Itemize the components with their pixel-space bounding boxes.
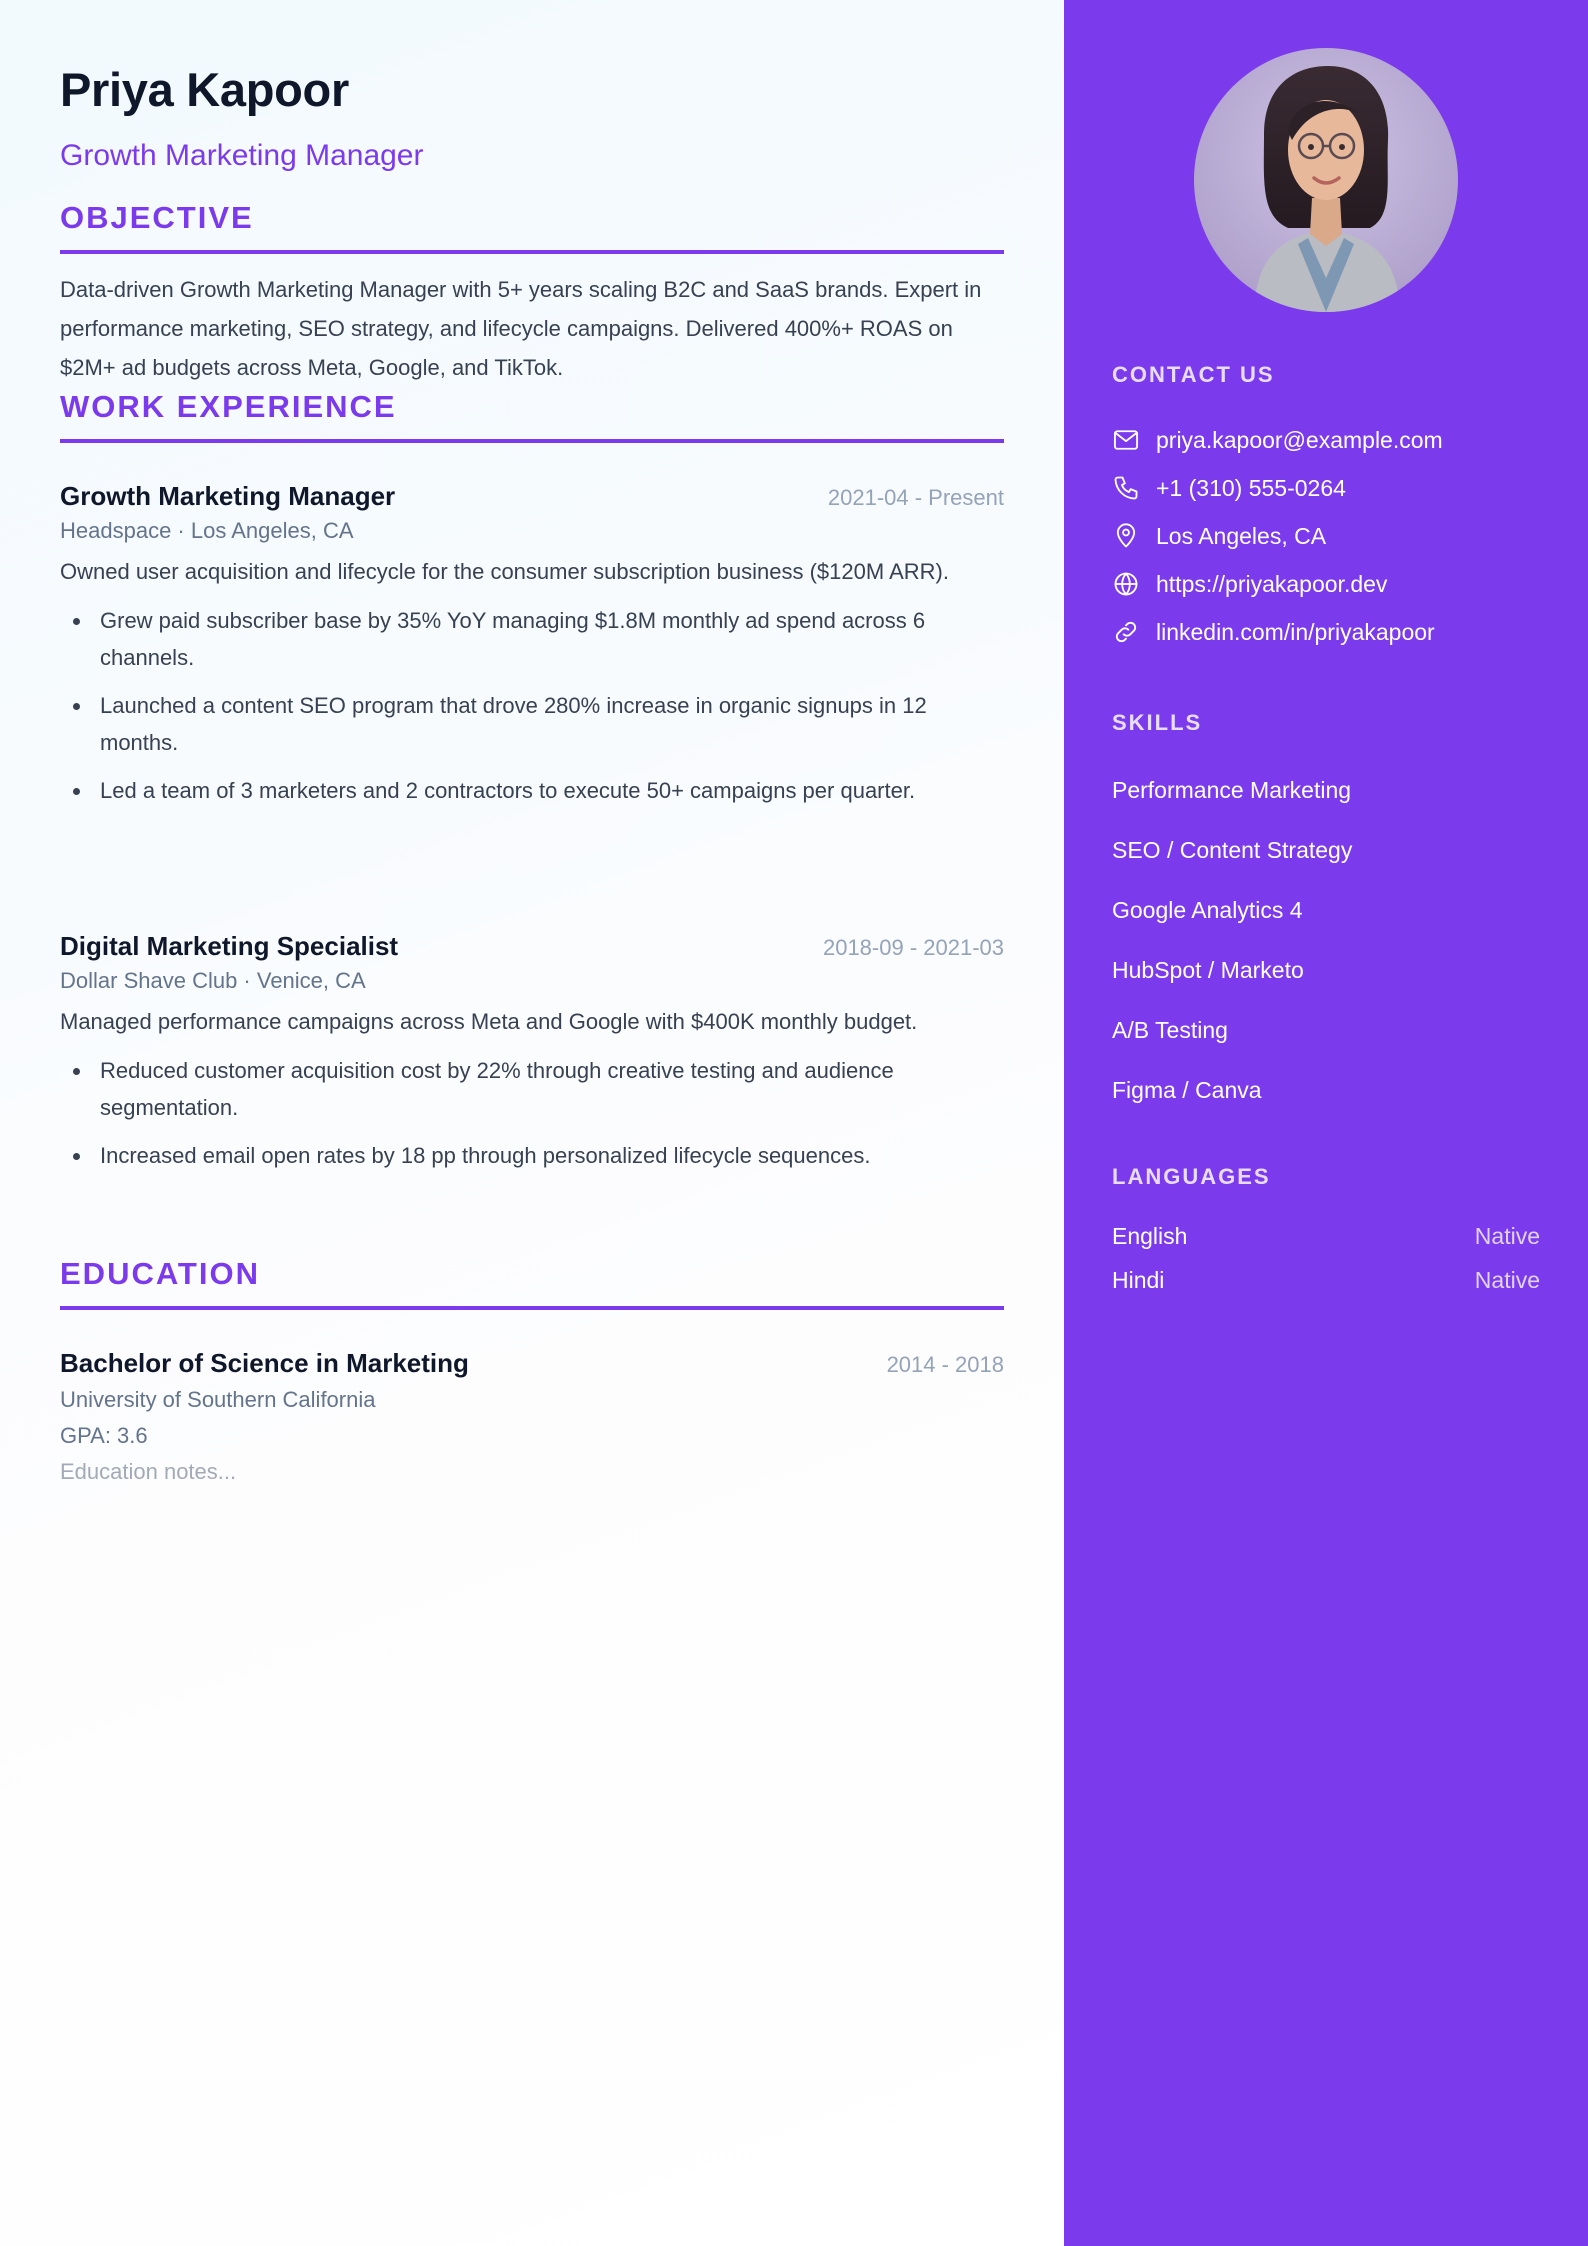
work-experience-section [60,387,1004,1174]
education-section [60,1254,1004,1490]
job-bullet: Launched a content SEO program that drove 280% increase in organic signups in 12 months. [60,687,1004,761]
job-bullet: Grew paid subscriber base by 35% YoY managing $1.8M monthly ad spend across 6 channels. [60,602,1004,676]
job-entry [60,477,1004,809]
job-description: Managed performance campaigns across Meta and Google with $400K monthly budget. [60,1009,918,1034]
education-date: 2014 - 2018 [886,1352,1004,1377]
resume-sidebar [1064,0,1588,2246]
objective-section [60,198,1004,387]
contact-website-text: https://priyakapoor.dev [1156,570,1388,597]
education-school: University of Southern California [60,1387,376,1412]
job-company: Dollar Shave Club · Venice, CA [60,968,366,993]
skill-item: Google Analytics 4 [1112,897,1303,923]
sidebar-title-contact: CONTACT US [1112,362,1275,387]
job-bullets [60,602,1004,809]
job-title: Growth Marketing Manager [60,481,396,511]
link-icon [1112,618,1140,646]
contact-linkedin-text: linkedin.com/in/priyakapoor [1156,618,1435,645]
language-level: Native [1474,1267,1540,1293]
candidate-name: Priya Kapoor [60,63,349,116]
skill-item: SEO / Content Strategy [1112,837,1353,863]
section-title-objective: OBJECTIVE [60,198,1004,254]
language-name: English [1112,1223,1188,1249]
job-company: Headspace · Los Angeles, CA [60,518,354,543]
job-date: 2018-09 - 2021-03 [822,935,1004,960]
sidebar-title-skills: SKILLS [1112,710,1203,735]
job-title: Digital Marketing Specialist [60,931,399,961]
mail-icon [1112,426,1140,454]
location-pin-icon [1112,522,1140,550]
job-bullet: Led a team of 3 marketers and 2 contractors to execute 50+ campaigns per quarter. [60,772,1004,809]
phone-icon [1112,474,1140,502]
contact-email-text: priya.kapoor@example.com [1156,426,1443,453]
language-name: Hindi [1112,1267,1165,1293]
candidate-role: Growth Marketing Manager [60,139,424,172]
education-entry [60,1344,1004,1490]
skill-item: Figma / Canva [1112,1077,1262,1103]
contact-website[interactable] [1112,560,1540,608]
education-degree: Bachelor of Science in Marketing [60,1348,469,1378]
skill-item: HubSpot / Marketo [1112,957,1304,983]
job-bullets [60,1052,1004,1174]
job-bullet: Reduced customer acquisition cost by 22% through creative testing and audience segmentation. [60,1052,1004,1126]
education-notes: Education notes... [60,1459,237,1484]
job-date: 2021-04 - Present [827,485,1004,510]
job-description: Owned user acquisition and lifecycle for the consumer subscription business ($120M ARR). [60,559,949,584]
skills-section [1112,708,1540,1120]
contact-phone-text: +1 (310) 555-0264 [1156,474,1346,501]
contact-location-text: Los Angeles, CA [1156,522,1327,549]
contact-email[interactable] [1112,416,1540,464]
contact-linkedin[interactable] [1112,608,1540,656]
contact-location [1112,512,1540,560]
job-bullet: Increased email open rates by 18 pp through personalized lifecycle sequences. [60,1137,1004,1174]
language-item [1112,1214,1540,1258]
language-level: Native [1474,1223,1540,1249]
job-entry [60,927,1004,1174]
skill-item: Performance Marketing [1112,777,1352,803]
section-title-work-experience: WORK EXPERIENCE [60,387,1004,443]
skill-item: A/B Testing [1112,1017,1228,1043]
sidebar-title-languages: LANGUAGES [1112,1164,1271,1189]
globe-icon [1112,570,1140,598]
languages-section [1112,1162,1540,1302]
profile-photo [1194,48,1458,312]
contact-section [1112,360,1540,656]
education-gpa: GPA: 3.6 [60,1423,148,1448]
objective-text: Data-driven Growth Marketing Manager with 5+ years scaling B2C and SaaS brands. Expert in performance marketing, SEO strategy, and lifecycle campaigns. Delivered 400%+ ROAS on $2M+ ad budgets across Meta, Google, and TikTok. [60,277,982,380]
contact-phone[interactable] [1112,464,1540,512]
section-title-education: EDUCATION [60,1254,1004,1310]
language-item [1112,1258,1540,1302]
